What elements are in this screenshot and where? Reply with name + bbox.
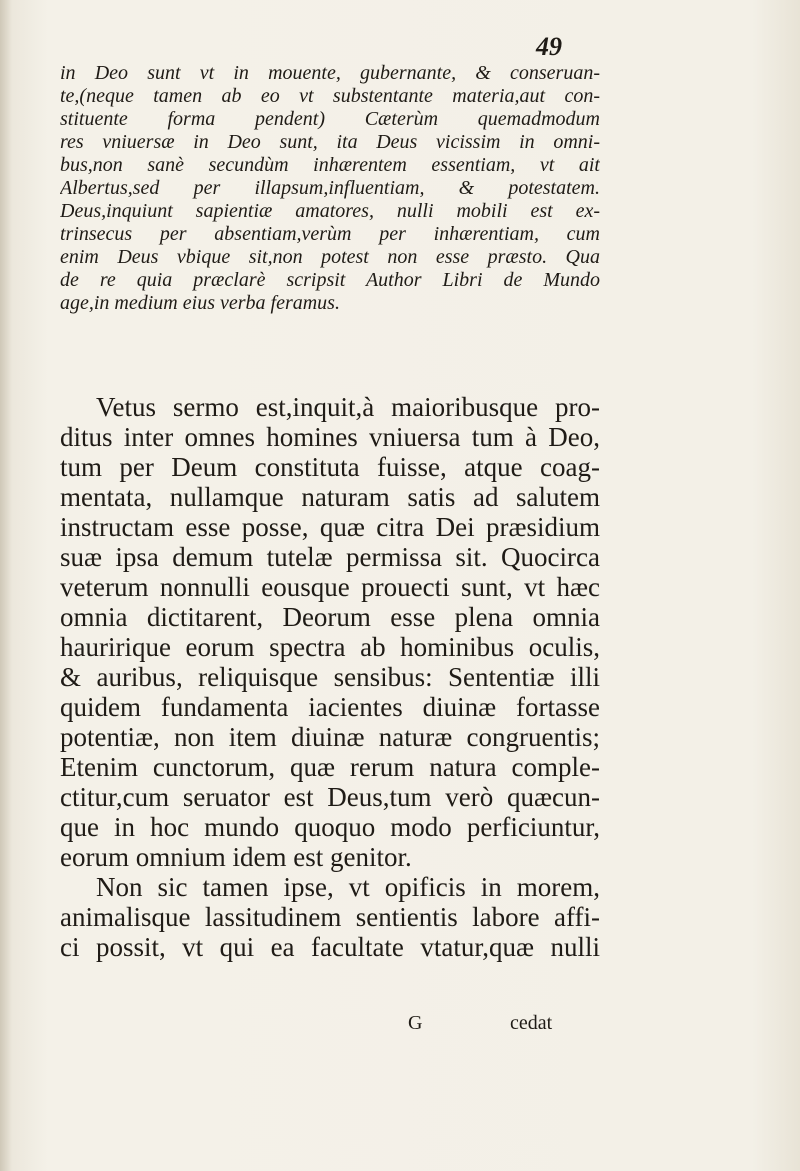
text-line: enim Deus vbique sit,non potest non esse præsto. Qua	[60, 246, 600, 268]
text-line: Albertus,sed per illapsum,influentiam, & potestatem.	[60, 177, 600, 199]
signature-mark: G	[408, 1012, 423, 1034]
text-line: veterum nonnulli eousque prouecti sunt, vt hæc	[60, 572, 600, 602]
text-line: que in hoc mundo quoquo modo perficiuntur,	[60, 812, 600, 842]
text-line: mentata, nullamque naturam satis ad salutem	[60, 482, 600, 512]
text-line: tum per Deum constituta fuisse, atque coag-	[60, 452, 600, 482]
text-line: age,in medium eius verba feramus.	[60, 292, 340, 314]
paragraph-large-type	[60, 392, 600, 962]
text-line: Non sic tamen ipse, vt opificis in morem,	[96, 872, 600, 902]
paragraph-small-type	[60, 62, 600, 315]
text-line: ci possit, vt qui ea facultate vtatur,quæ nulli	[60, 932, 600, 962]
text-line: & auribus, reliquisque sensibus: Sententiæ illi	[60, 662, 600, 692]
page-number: 49	[536, 32, 562, 61]
text-line: hauririque eorum spectra ab hominibus oculis,	[60, 632, 600, 662]
catchword: cedat	[510, 1012, 553, 1034]
text-line: Etenim cunctorum, quæ rerum natura comple-	[60, 752, 600, 782]
text-line: in Deo sunt vt in mouente, gubernante, & conseruan-	[60, 62, 600, 84]
text-line: Deus,inquiunt sapientiæ amatores, nulli mobili est ex-	[60, 200, 600, 222]
text-line: instructam esse posse, quæ citra Dei præsidium	[60, 512, 600, 542]
text-line: Vetus sermo est,inquit,à maioribusque pro-	[96, 392, 600, 422]
text-line: te,(neque tamen ab eo vt substentante materia,aut con-	[60, 85, 600, 107]
text-line: trinsecus per absentiam,verùm per inhærentiam, cum	[60, 223, 600, 245]
text-line: omnia dictitarent, Deorum esse plena omnia	[60, 602, 600, 632]
text-line: potentiæ, non item diuinæ naturæ congruentis;	[60, 722, 600, 752]
text-line: res vniuersæ in Deo sunt, ita Deus vicissim in omni-	[60, 131, 600, 153]
text-line: eorum omnium idem est genitor.	[60, 842, 412, 872]
spine-shadow	[0, 0, 12, 1171]
text-line: bus,non sanè secundùm inhærentem essentiam, vt ait	[60, 154, 600, 176]
text-line: ctitur,cum seruator est Deus,tum verò quæcun-	[60, 782, 600, 812]
text-line: animalisque lassitudinem sentientis labore affi-	[60, 902, 600, 932]
text-line: de re quia præclarè scripsit Author Libri de Mundo	[60, 269, 600, 291]
text-line: suæ ipsa demum tutelæ permissa sit. Quocirca	[60, 542, 600, 572]
page-footer	[0, 1012, 800, 1052]
text-line: stituente forma pendent) Cæterùm quemadmodum	[60, 108, 600, 130]
text-line: ditus inter omnes homines vniuersa tum à Deo,	[60, 422, 600, 452]
text-line: quidem fundamenta iacientes diuinæ fortasse	[60, 692, 600, 722]
